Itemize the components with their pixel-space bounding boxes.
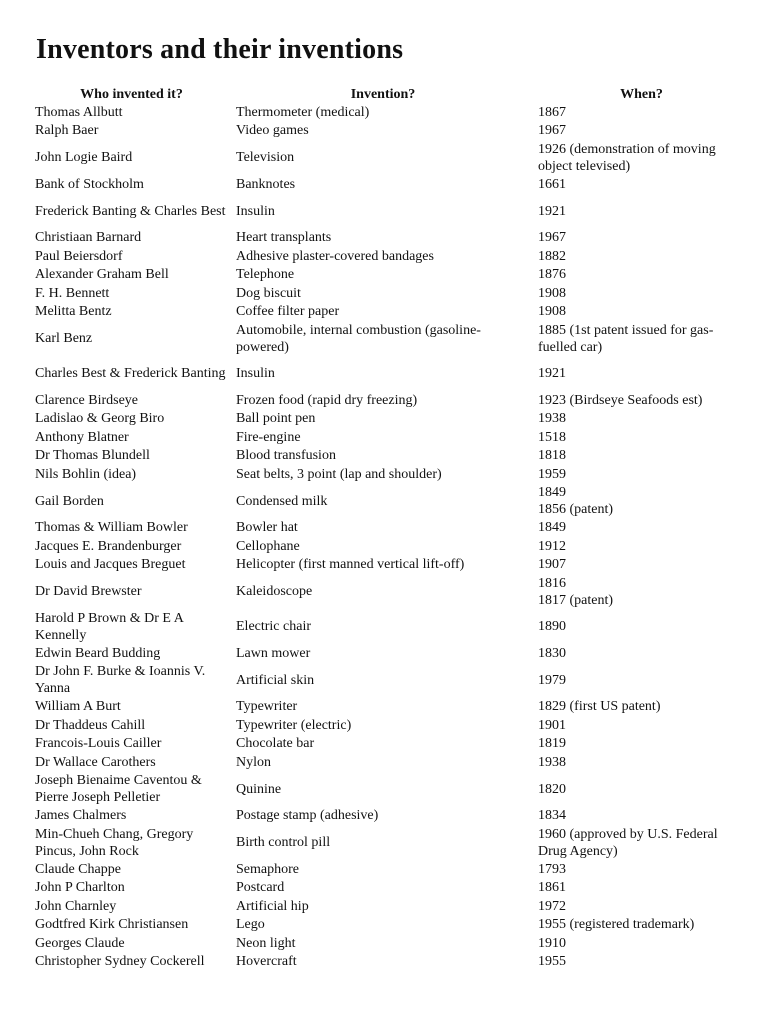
date-line: 1816 bbox=[538, 575, 566, 591]
inventor-cell: Christopher Sydney Cockerell bbox=[35, 954, 205, 970]
invention-cell: Bowler hat bbox=[236, 520, 298, 536]
column-header-who: Who invented it? bbox=[80, 86, 183, 102]
table-row bbox=[31, 897, 749, 916]
invention-cell: Electric chair bbox=[236, 619, 312, 634]
inventor-cell: Joseph Bienaime Caventou & Pierre Joseph Pelletier bbox=[35, 773, 202, 805]
date-cell bbox=[534, 574, 749, 609]
inventor-cell: John Charnley bbox=[35, 898, 117, 914]
date-cell: 1882 bbox=[538, 248, 566, 264]
date-cell: 1972 bbox=[538, 898, 566, 914]
table-row bbox=[31, 266, 749, 285]
invention-cell: Thermometer (medical) bbox=[236, 104, 370, 120]
date-cell: 1979 bbox=[538, 672, 566, 688]
date-cell: 1901 bbox=[538, 717, 566, 733]
table-row bbox=[31, 356, 749, 391]
table-row bbox=[31, 537, 749, 556]
invention-cell: Seat belts, 3 point (lap and shoulder) bbox=[236, 466, 442, 482]
table-row bbox=[31, 428, 749, 447]
date-cell: 1830 bbox=[538, 645, 566, 661]
table-row bbox=[31, 465, 749, 484]
page-title: Inventors and their inventions bbox=[36, 34, 404, 65]
inventor-cell: Min-Chueh Chang, Gregory Pincus, John Rock bbox=[35, 826, 194, 859]
inventor-cell: Louis and Jacques Breguet bbox=[35, 557, 186, 573]
inventor-cell: Anthony Blatner bbox=[35, 429, 129, 445]
invention-cell: Typewriter bbox=[236, 699, 298, 715]
invention-cell: Neon light bbox=[236, 935, 296, 951]
date-cell: 1661 bbox=[538, 176, 566, 192]
date-cell: 1829 (first US patent) bbox=[538, 699, 661, 715]
invention-cell: Quinine bbox=[236, 781, 282, 797]
date-cell: 1921 bbox=[538, 366, 566, 381]
inventor-cell: Georges Claude bbox=[35, 935, 125, 951]
inventor-cell: Francois-Louis Cailler bbox=[35, 736, 162, 752]
invention-cell: Condensed milk bbox=[236, 493, 328, 509]
table-row bbox=[31, 716, 749, 735]
inventor-cell: Bank of Stockholm bbox=[35, 176, 144, 192]
invention-cell: Birth control pill bbox=[236, 835, 331, 850]
date-cell: 1955 bbox=[538, 954, 566, 970]
inventor-cell: Dr Thomas Blundell bbox=[35, 448, 150, 464]
invention-cell: Lawn mower bbox=[236, 645, 311, 661]
inventor-cell: Christiaan Barnard bbox=[35, 230, 142, 246]
table-row bbox=[31, 175, 749, 194]
invention-cell: Frozen food (rapid dry freezing) bbox=[236, 392, 418, 408]
inventor-cell: Jacques E. Brandenburger bbox=[35, 538, 182, 554]
invention-cell: Blood transfusion bbox=[236, 448, 336, 464]
table-row bbox=[31, 916, 749, 935]
inventor-cell: William A Burt bbox=[35, 699, 121, 715]
date-cell: 1967 bbox=[538, 123, 566, 139]
table-row bbox=[31, 753, 749, 772]
date-cell: 1959 bbox=[538, 466, 566, 482]
date-cell: 1876 bbox=[538, 267, 566, 283]
table-row bbox=[31, 556, 749, 575]
inventor-cell: Nils Bohlin (idea) bbox=[35, 466, 137, 482]
table-row bbox=[31, 391, 749, 410]
date-cell: 1820 bbox=[538, 781, 566, 797]
table-row bbox=[31, 122, 749, 141]
date-cell: 1910 bbox=[538, 935, 566, 951]
date-cell: 1867 bbox=[538, 104, 566, 120]
inventor-cell: Paul Beiersdorf bbox=[35, 248, 123, 264]
table-row bbox=[31, 698, 749, 717]
inventor-cell: Thomas Allbutt bbox=[35, 104, 123, 120]
invention-cell: Dog biscuit bbox=[236, 285, 301, 301]
invention-cell: Nylon bbox=[236, 754, 271, 770]
table-row bbox=[31, 519, 749, 538]
inventor-cell: F. H. Bennett bbox=[35, 285, 110, 301]
column-header-when: When? bbox=[620, 86, 663, 102]
table-row bbox=[31, 735, 749, 754]
inventor-cell: James Chalmers bbox=[35, 808, 127, 824]
table-header-row bbox=[31, 85, 749, 103]
inventor-cell: Clarence Birdseye bbox=[35, 392, 139, 408]
table-row bbox=[31, 194, 749, 229]
date-cell: 1818 bbox=[538, 448, 566, 464]
inventor-cell: Charles Best & Frederick Banting bbox=[35, 366, 226, 381]
inventor-cell: Dr John F. Burke & Ioannis V. Yanna bbox=[35, 664, 206, 696]
inventor-cell: Ralph Baer bbox=[35, 123, 99, 139]
table-row bbox=[31, 772, 749, 807]
inventor-cell: Claude Chappe bbox=[35, 861, 121, 877]
inventor-cell: Ladislao & Georg Biro bbox=[35, 411, 165, 427]
invention-cell: Cellophane bbox=[236, 538, 300, 554]
table-row bbox=[31, 574, 749, 609]
invention-cell: Lego bbox=[236, 917, 265, 933]
invention-cell: Insulin bbox=[236, 366, 275, 381]
invention-cell: Television bbox=[236, 150, 295, 165]
table-row bbox=[31, 934, 749, 953]
date-cell: 1960 (approved by U.S. Federal Drug Agency) bbox=[538, 826, 718, 859]
date-cell: 1955 (registered trademark) bbox=[538, 917, 695, 933]
date-cell bbox=[534, 484, 749, 519]
inventor-cell: Dr Thaddeus Cahill bbox=[35, 717, 146, 733]
table-row bbox=[31, 953, 749, 972]
invention-cell: Kaleidoscope bbox=[236, 584, 313, 599]
date-cell: 1926 (demonstration of moving object televised) bbox=[538, 141, 716, 174]
table-row bbox=[31, 663, 749, 698]
date-cell: 1938 bbox=[538, 411, 566, 427]
table-row bbox=[31, 140, 749, 175]
invention-cell: Adhesive plaster-covered bandages bbox=[236, 248, 434, 264]
invention-cell: Typewriter (electric) bbox=[236, 717, 352, 733]
inventor-cell: John Logie Baird bbox=[35, 150, 133, 165]
table-row bbox=[31, 229, 749, 248]
column-header-invention: Invention? bbox=[350, 86, 416, 102]
table-row bbox=[31, 284, 749, 303]
inventor-cell: Karl Benz bbox=[35, 331, 93, 346]
table-row bbox=[31, 825, 749, 860]
invention-cell: Insulin bbox=[236, 203, 275, 219]
table-row bbox=[31, 103, 749, 122]
table-row bbox=[31, 609, 749, 644]
invention-cell: Postage stamp (adhesive) bbox=[236, 808, 379, 824]
invention-cell: Heart transplants bbox=[236, 230, 332, 246]
inventor-cell: Thomas & William Bowler bbox=[35, 520, 188, 536]
date-line: 1817 (patent) bbox=[538, 592, 614, 608]
table-row bbox=[31, 321, 749, 356]
date-cell: 1967 bbox=[538, 230, 566, 246]
date-cell: 1861 bbox=[538, 880, 566, 896]
table-row bbox=[31, 644, 749, 663]
inventor-cell: Melitta Bentz bbox=[35, 304, 112, 320]
date-cell: 1921 bbox=[538, 203, 566, 219]
date-cell: 1908 bbox=[538, 304, 566, 320]
inventor-cell: Gail Borden bbox=[35, 493, 104, 509]
invention-cell: Automobile, internal combustion (gasoline-powered) bbox=[236, 322, 481, 355]
inventor-cell: Harold P Brown & Dr E A Kennelly bbox=[35, 610, 184, 643]
invention-cell: Telephone bbox=[236, 267, 295, 283]
inventor-cell: Frederick Banting & Charles Best bbox=[35, 203, 226, 219]
date-cell: 1834 bbox=[538, 808, 566, 824]
table-row bbox=[31, 447, 749, 466]
inventor-cell: Edwin Beard Budding bbox=[35, 645, 161, 661]
inventor-cell: Godtfred Kirk Christiansen bbox=[35, 917, 189, 933]
invention-cell: Video games bbox=[236, 123, 309, 139]
date-cell: 1938 bbox=[538, 754, 566, 770]
date-cell: 1907 bbox=[538, 557, 566, 573]
date-cell: 1518 bbox=[538, 429, 566, 445]
inventor-cell: Dr David Brewster bbox=[35, 584, 142, 599]
date-cell: 1849 bbox=[538, 520, 566, 536]
date-cell: 1890 bbox=[538, 619, 566, 634]
table-row bbox=[31, 410, 749, 429]
invention-cell: Ball point pen bbox=[236, 411, 316, 427]
invention-cell: Semaphore bbox=[236, 861, 299, 877]
date-cell: 1908 bbox=[538, 285, 566, 301]
invention-cell: Hovercraft bbox=[236, 954, 297, 970]
inventor-cell: John P Charlton bbox=[35, 880, 125, 896]
date-cell: 1885 (1st patent issued for gas-fuelled car) bbox=[538, 322, 714, 355]
invention-cell: Artificial hip bbox=[236, 898, 309, 914]
table-row bbox=[31, 879, 749, 898]
invention-cell: Chocolate bar bbox=[236, 736, 315, 752]
invention-cell: Helicopter (first manned vertical lift-off) bbox=[236, 557, 465, 573]
inventors-table bbox=[31, 85, 749, 971]
date-cell: 1912 bbox=[538, 538, 566, 554]
table-row bbox=[31, 484, 749, 519]
date-line: 1856 (patent) bbox=[538, 502, 614, 517]
invention-cell: Fire-engine bbox=[236, 429, 301, 445]
invention-cell: Coffee filter paper bbox=[236, 304, 340, 320]
table-row bbox=[31, 303, 749, 322]
invention-cell: Postcard bbox=[236, 880, 285, 896]
inventor-cell: Dr Wallace Carothers bbox=[35, 754, 156, 770]
date-cell: 1793 bbox=[538, 861, 566, 877]
table-row bbox=[31, 807, 749, 826]
table-row bbox=[31, 860, 749, 879]
invention-cell: Banknotes bbox=[236, 176, 296, 192]
table-row bbox=[31, 247, 749, 266]
invention-cell: Artificial skin bbox=[236, 672, 315, 688]
inventor-cell: Alexander Graham Bell bbox=[35, 267, 169, 283]
date-cell: 1923 (Birdseye Seafoods est) bbox=[538, 392, 703, 408]
date-line: 1849 bbox=[538, 485, 566, 500]
date-cell: 1819 bbox=[538, 736, 566, 752]
